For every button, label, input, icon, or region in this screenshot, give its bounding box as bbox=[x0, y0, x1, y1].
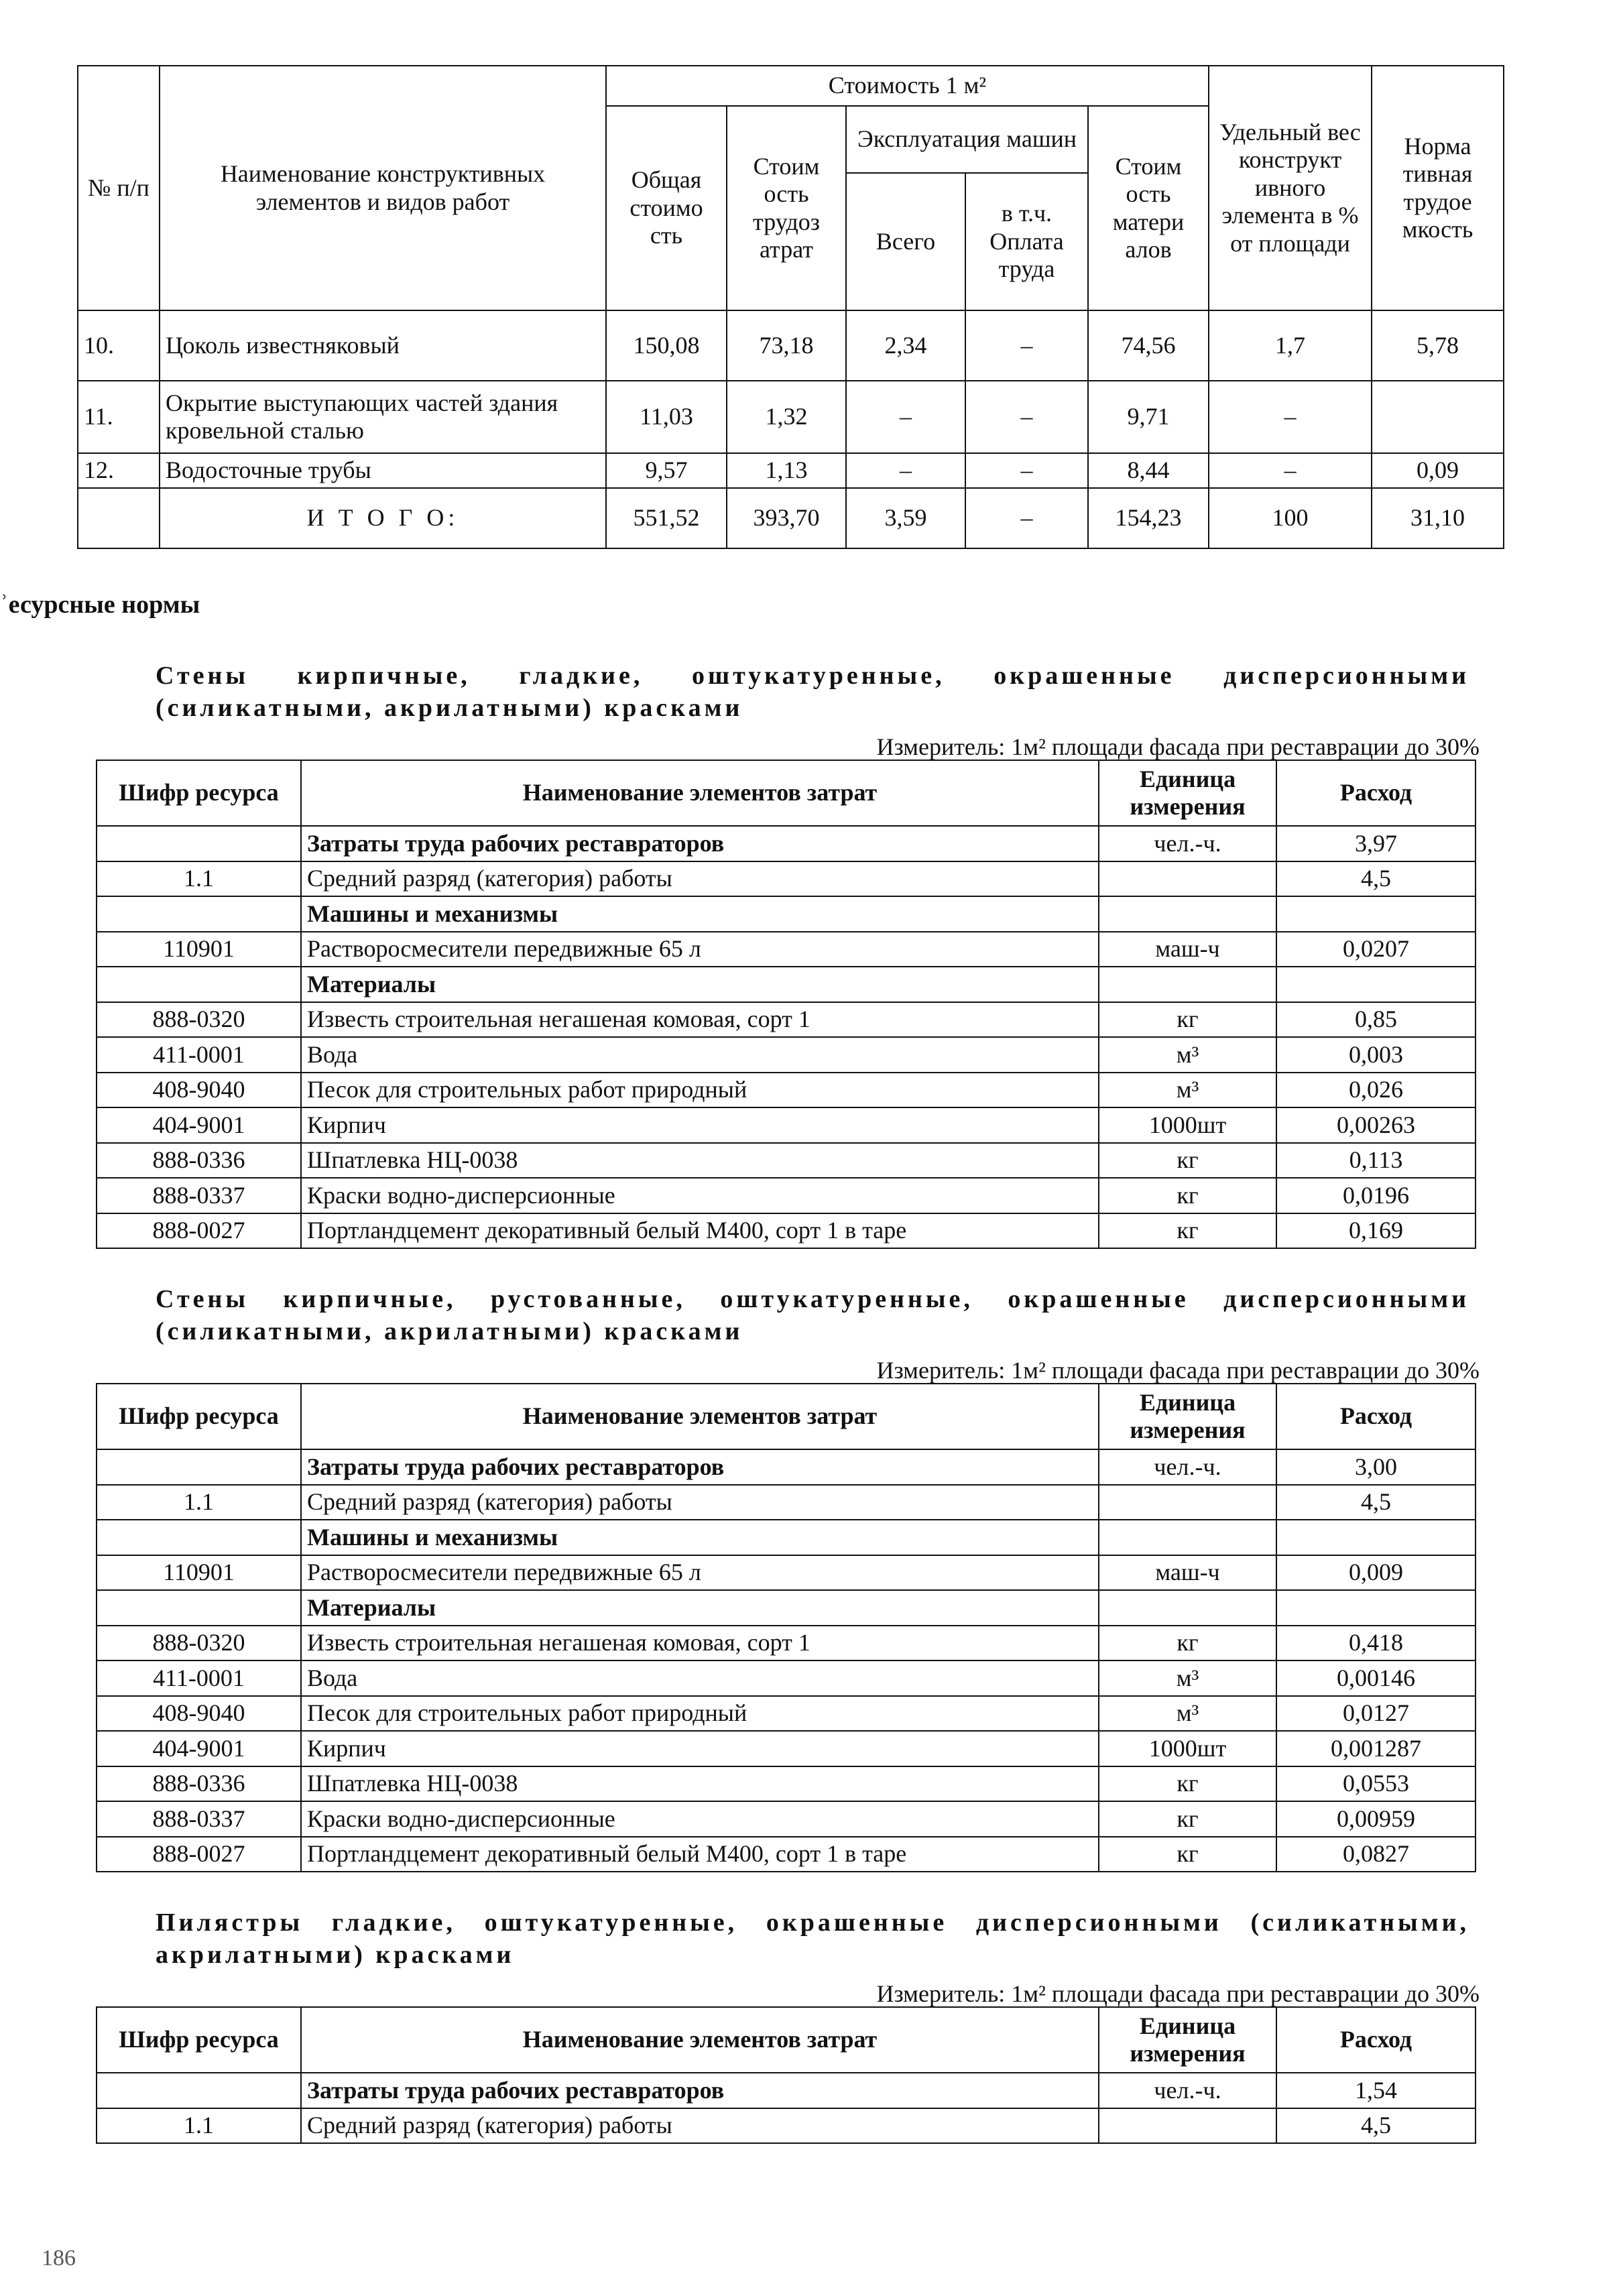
summary-total: 9,57 bbox=[606, 453, 727, 488]
resource-code: 888-0320 bbox=[97, 1626, 301, 1661]
resource-code: 408-9040 bbox=[97, 1696, 301, 1732]
summary-weight: – bbox=[1209, 381, 1372, 453]
resource-name: Кирпич bbox=[301, 1107, 1099, 1143]
resource-amount bbox=[1276, 1520, 1476, 1555]
resource-amount: 0,00959 bbox=[1276, 1801, 1476, 1837]
resource-row bbox=[97, 896, 1476, 932]
resource-amount: 0,00263 bbox=[1276, 1107, 1476, 1143]
resource-row bbox=[97, 1213, 1476, 1249]
resource-code: 1.1 bbox=[97, 861, 301, 897]
summary-name: Окрытие выступающих частей здания кровельной сталью bbox=[160, 381, 606, 453]
resource-name-header: Наименование элементов затрат bbox=[301, 760, 1099, 826]
resource-amount: 4,5 bbox=[1276, 2108, 1476, 2144]
resource-row bbox=[97, 1626, 1476, 1661]
resource-amount: 0,00146 bbox=[1276, 1660, 1476, 1696]
resource-unit: 1000шт bbox=[1099, 1731, 1276, 1766]
resource-code-header: Шифр ресурса bbox=[97, 1384, 301, 1449]
resource-name: Краски водно-дисперсионные bbox=[301, 1801, 1099, 1837]
resource-amount-header: Расход bbox=[1276, 1384, 1476, 1449]
col-weight-header: Удельный вес конструкт ивного элемента в % от площади bbox=[1209, 66, 1372, 310]
resource-amount: 0,003 bbox=[1276, 1037, 1476, 1073]
summary-total-blank bbox=[78, 488, 160, 548]
resource-header-row bbox=[97, 760, 1476, 826]
resource-unit-header: Единица измерения bbox=[1099, 2007, 1276, 2073]
summary-labor: 1,32 bbox=[727, 381, 846, 453]
resource-unit: м³ bbox=[1099, 1073, 1276, 1108]
resource-unit: чел.-ч. bbox=[1099, 1449, 1276, 1485]
resource-header-row bbox=[97, 1384, 1476, 1449]
resource-code: 404-9001 bbox=[97, 1107, 301, 1143]
page-number: 186 bbox=[42, 2246, 76, 2271]
resource-row bbox=[97, 1485, 1476, 1520]
section-title: Стены кирпичные, гладкие, оштукатуренные, окрашенные дисперсионными (силикатными, акрилатными) красками bbox=[156, 662, 1469, 722]
col-name-header: Наименование конструктивных элементов и видов работ bbox=[160, 66, 606, 310]
resource-unit: чел.-ч. bbox=[1099, 2073, 1276, 2108]
resource-name: Материалы bbox=[301, 967, 1099, 1002]
summary-weight: – bbox=[1209, 453, 1372, 488]
summary-labor: 73,18 bbox=[727, 310, 846, 381]
section-heading: ʾесурсные нормы bbox=[0, 591, 200, 619]
resource-name-header: Наименование элементов затрат bbox=[301, 2007, 1099, 2073]
resource-unit bbox=[1099, 896, 1276, 932]
resource-amount: 0,026 bbox=[1276, 1073, 1476, 1108]
resource-unit: 1000шт bbox=[1099, 1107, 1276, 1143]
summary-mat: 74,56 bbox=[1088, 310, 1209, 381]
resource-row bbox=[97, 1590, 1476, 1626]
resource-code: 1.1 bbox=[97, 1485, 301, 1520]
resource-code bbox=[97, 1449, 301, 1485]
resource-code: 110901 bbox=[97, 1555, 301, 1591]
summary-total-row bbox=[78, 488, 1504, 548]
resource-unit: м³ bbox=[1099, 1037, 1276, 1073]
resource-name: Средний разряд (категория) работы bbox=[301, 1485, 1099, 1520]
resource-row bbox=[97, 1660, 1476, 1696]
resource-code bbox=[97, 1520, 301, 1555]
resource-unit: кг bbox=[1099, 1626, 1276, 1661]
resource-name: Песок для строительных работ природный bbox=[301, 1073, 1099, 1108]
resource-unit: кг bbox=[1099, 1143, 1276, 1179]
resource-header-row bbox=[97, 2007, 1476, 2073]
resource-amount: 0,0207 bbox=[1276, 932, 1476, 967]
resource-name: Портландцемент декоративный белый М400, сорт 1 в таре bbox=[301, 1213, 1099, 1249]
resource-unit: маш-ч bbox=[1099, 1555, 1276, 1591]
resource-name: Материалы bbox=[301, 1590, 1099, 1626]
resource-unit bbox=[1099, 1520, 1276, 1555]
resource-table bbox=[96, 760, 1476, 1249]
resource-name: Вода bbox=[301, 1037, 1099, 1073]
summary-total-labor: 393,70 bbox=[727, 488, 846, 548]
summary-total-total: 551,52 bbox=[606, 488, 727, 548]
resource-code: 110901 bbox=[97, 932, 301, 967]
summary-norm: 5,78 bbox=[1372, 310, 1504, 381]
resource-name: Машины и механизмы bbox=[301, 896, 1099, 932]
resource-unit bbox=[1099, 2108, 1276, 2144]
resource-amount: 0,001287 bbox=[1276, 1731, 1476, 1766]
summary-row bbox=[78, 381, 1504, 453]
resource-name: Растворосмесители передвижные 65 л bbox=[301, 932, 1099, 967]
resource-unit-header: Единица измерения bbox=[1099, 760, 1276, 826]
resource-amount: 0,0827 bbox=[1276, 1837, 1476, 1872]
resource-code: 888-0027 bbox=[97, 1837, 301, 1872]
col-materials-header: Стоим ость матери алов bbox=[1088, 106, 1209, 310]
resource-name: Шпатлевка НЦ-0038 bbox=[301, 1766, 1099, 1802]
resource-name: Песок для строительных работ природный bbox=[301, 1696, 1099, 1732]
col-labor-header: Стоим ость трудоз атрат bbox=[727, 106, 846, 310]
resource-name: Растворосмесители передвижные 65 л bbox=[301, 1555, 1099, 1591]
resource-code-header: Шифр ресурса bbox=[97, 760, 301, 826]
resource-name: Известь строительная негашеная комовая, сорт 1 bbox=[301, 1002, 1099, 1038]
measure-note: Измеритель: 1м² площади фасада при реставрации до 30% bbox=[876, 733, 1480, 760]
resource-amount-header: Расход bbox=[1276, 760, 1476, 826]
resource-code bbox=[97, 826, 301, 861]
resource-code: 404-9001 bbox=[97, 1731, 301, 1766]
resource-unit: кг bbox=[1099, 1213, 1276, 1249]
resource-unit bbox=[1099, 1485, 1276, 1520]
resource-unit-header: Единица измерения bbox=[1099, 1384, 1276, 1449]
resource-unit: маш-ч bbox=[1099, 932, 1276, 967]
resource-code: 888-0337 bbox=[97, 1801, 301, 1837]
resource-row bbox=[97, 1766, 1476, 1802]
resource-row bbox=[97, 1731, 1476, 1766]
summary-num: 11. bbox=[78, 381, 160, 453]
resource-amount: 0,0196 bbox=[1276, 1178, 1476, 1213]
summary-mach: 2,34 bbox=[846, 310, 965, 381]
resource-amount: 0,418 bbox=[1276, 1626, 1476, 1661]
col-machines-total-header: Всего bbox=[846, 173, 965, 310]
resource-name: Затраты труда рабочих реставраторов bbox=[301, 2073, 1099, 2108]
summary-weight: 1,7 bbox=[1209, 310, 1372, 381]
summary-mach: – bbox=[846, 453, 965, 488]
summary-norm bbox=[1372, 381, 1504, 453]
resource-code: 888-0320 bbox=[97, 1002, 301, 1038]
resource-name: Кирпич bbox=[301, 1731, 1099, 1766]
summary-mat: 9,71 bbox=[1088, 381, 1209, 453]
resource-amount bbox=[1276, 896, 1476, 932]
resource-amount bbox=[1276, 1590, 1476, 1626]
resource-unit bbox=[1099, 861, 1276, 897]
resource-table bbox=[96, 1383, 1476, 1872]
resource-row bbox=[97, 2108, 1476, 2144]
resource-unit: чел.-ч. bbox=[1099, 826, 1276, 861]
resource-code: 408-9040 bbox=[97, 1073, 301, 1108]
resource-name: Средний разряд (категория) работы bbox=[301, 861, 1099, 897]
resource-unit: кг bbox=[1099, 1766, 1276, 1802]
resource-name: Портландцемент декоративный белый М400, сорт 1 в таре bbox=[301, 1837, 1099, 1872]
resource-unit bbox=[1099, 1590, 1276, 1626]
resource-row bbox=[97, 1002, 1476, 1038]
resource-row bbox=[97, 1696, 1476, 1732]
summary-norm: 0,09 bbox=[1372, 453, 1504, 488]
resource-code: 888-0336 bbox=[97, 1766, 301, 1802]
resource-name: Затраты труда рабочих реставраторов bbox=[301, 1449, 1099, 1485]
summary-total: 11,03 bbox=[606, 381, 727, 453]
resource-row bbox=[97, 1555, 1476, 1591]
resource-amount: 0,009 bbox=[1276, 1555, 1476, 1591]
resource-unit bbox=[1099, 967, 1276, 1002]
resource-unit: кг bbox=[1099, 1178, 1276, 1213]
resource-code: 888-0336 bbox=[97, 1143, 301, 1179]
resource-amount: 0,0127 bbox=[1276, 1696, 1476, 1732]
resource-code bbox=[97, 2073, 301, 2108]
resource-name: Средний разряд (категория) работы bbox=[301, 2108, 1099, 2144]
summary-pay: – bbox=[965, 310, 1088, 381]
summary-total: 150,08 bbox=[606, 310, 727, 381]
resource-row bbox=[97, 826, 1476, 861]
resource-name: Известь строительная негашеная комовая, сорт 1 bbox=[301, 1626, 1099, 1661]
resource-unit: м³ bbox=[1099, 1696, 1276, 1732]
resource-code-header: Шифр ресурса bbox=[97, 2007, 301, 2073]
resource-code bbox=[97, 896, 301, 932]
resource-row bbox=[97, 1837, 1476, 1872]
resource-unit: м³ bbox=[1099, 1660, 1276, 1696]
resource-code: 888-0337 bbox=[97, 1178, 301, 1213]
summary-total-mach: 3,59 bbox=[846, 488, 965, 548]
summary-row bbox=[78, 453, 1504, 488]
resource-code bbox=[97, 967, 301, 1002]
summary-name: Водосточные трубы bbox=[160, 453, 606, 488]
summary-total-mat: 154,23 bbox=[1088, 488, 1209, 548]
resource-amount: 0,0553 bbox=[1276, 1766, 1476, 1802]
measure-note: Измеритель: 1м² площади фасада при реставрации до 30% bbox=[876, 1980, 1480, 2007]
col-total-header: Общая стоимо сть bbox=[606, 106, 727, 310]
resource-code: 411-0001 bbox=[97, 1660, 301, 1696]
section-title: Пилястры гладкие, оштукатуренные, окрашенные дисперсионными (силикатными, акрилатными) красками bbox=[156, 1909, 1469, 1969]
resource-amount: 1,54 bbox=[1276, 2073, 1476, 2108]
col-norm-header: Норма тивная трудое мкость bbox=[1372, 66, 1504, 310]
resource-row bbox=[97, 1073, 1476, 1108]
resource-unit: кг bbox=[1099, 1002, 1276, 1038]
resource-amount: 0,169 bbox=[1276, 1213, 1476, 1249]
summary-num: 12. bbox=[78, 453, 160, 488]
summary-mach: – bbox=[846, 381, 965, 453]
measure-note: Измеритель: 1м² площади фасада при реставрации до 30% bbox=[876, 1357, 1480, 1384]
resource-row bbox=[97, 1520, 1476, 1555]
summary-row bbox=[78, 310, 1504, 381]
resource-amount: 0,113 bbox=[1276, 1143, 1476, 1179]
resource-row bbox=[97, 1037, 1476, 1073]
col-num-header: № п/п bbox=[78, 66, 160, 310]
resource-row bbox=[97, 1143, 1476, 1179]
resource-unit: кг bbox=[1099, 1837, 1276, 1872]
resource-amount-header: Расход bbox=[1276, 2007, 1476, 2073]
summary-num: 10. bbox=[78, 310, 160, 381]
resource-amount: 4,5 bbox=[1276, 861, 1476, 897]
resource-row bbox=[97, 1107, 1476, 1143]
resource-name: Машины и механизмы bbox=[301, 1520, 1099, 1555]
resource-row bbox=[97, 932, 1476, 967]
summary-table bbox=[77, 65, 1504, 549]
resource-row bbox=[97, 861, 1476, 897]
resource-name: Затраты труда рабочих реставраторов bbox=[301, 826, 1099, 861]
summary-total-pay: – bbox=[965, 488, 1088, 548]
resource-code: 411-0001 bbox=[97, 1037, 301, 1073]
resource-code: 1.1 bbox=[97, 2108, 301, 2144]
summary-pay: – bbox=[965, 453, 1088, 488]
resource-row bbox=[97, 1449, 1476, 1485]
resource-amount: 3,00 bbox=[1276, 1449, 1476, 1485]
resource-code: 888-0027 bbox=[97, 1213, 301, 1249]
summary-name: Цоколь известняковый bbox=[160, 310, 606, 381]
resource-name: Краски водно-дисперсионные bbox=[301, 1178, 1099, 1213]
resource-row bbox=[97, 1801, 1476, 1837]
resource-amount: 4,5 bbox=[1276, 1485, 1476, 1520]
resource-name: Вода bbox=[301, 1660, 1099, 1696]
summary-total-weight: 100 bbox=[1209, 488, 1372, 548]
resource-code bbox=[97, 1590, 301, 1626]
summary-total-label: И Т О Г О: bbox=[160, 488, 606, 548]
resource-unit: кг bbox=[1099, 1801, 1276, 1837]
resource-amount bbox=[1276, 967, 1476, 1002]
resource-name: Шпатлевка НЦ-0038 bbox=[301, 1143, 1099, 1179]
resource-row bbox=[97, 1178, 1476, 1213]
summary-mat: 8,44 bbox=[1088, 453, 1209, 488]
resource-row bbox=[97, 967, 1476, 1002]
col-machines-header: Эксплуатация машин bbox=[846, 106, 1088, 173]
section-title: Стены кирпичные, рустованные, оштукатуренные, окрашенные дисперсионными (силикатными, акрилатными) красками bbox=[156, 1285, 1469, 1345]
col-cost-header: Стоимость 1 м² bbox=[606, 66, 1209, 106]
resource-amount: 3,97 bbox=[1276, 826, 1476, 861]
resource-row bbox=[97, 2073, 1476, 2108]
summary-labor: 1,13 bbox=[727, 453, 846, 488]
col-machines-pay-header: в т.ч. Оплата труда bbox=[965, 173, 1088, 310]
resource-amount: 0,85 bbox=[1276, 1002, 1476, 1038]
resource-name-header: Наименование элементов затрат bbox=[301, 1384, 1099, 1449]
summary-pay: – bbox=[965, 381, 1088, 453]
resource-table bbox=[96, 2006, 1476, 2144]
summary-total-norm: 31,10 bbox=[1372, 488, 1504, 548]
